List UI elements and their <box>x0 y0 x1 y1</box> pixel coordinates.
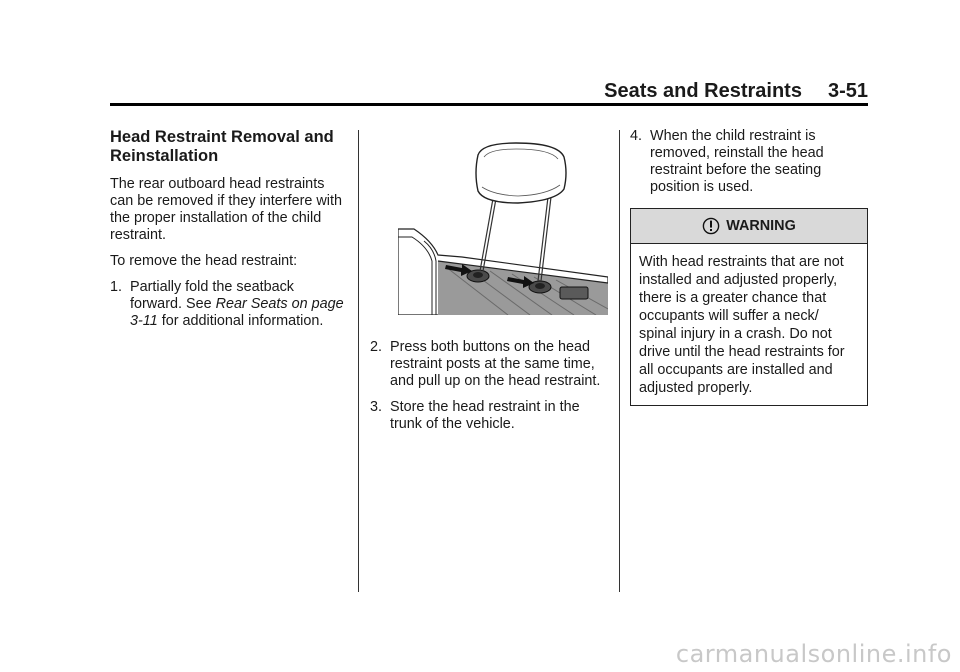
head-restraint-removal-illustration <box>398 137 608 315</box>
warning-title: WARNING <box>726 217 796 234</box>
watermark-text: carmanualsonline.info <box>675 640 952 668</box>
step-1 <box>110 279 348 330</box>
page-header <box>110 80 868 104</box>
step-2-text: Press both buttons on the head restraint posts at the same time, and pull up on the head restraint. <box>390 339 601 389</box>
rear-seats-reference-link[interactable]: Rear Seats on page 3-11 <box>130 296 344 329</box>
step-3-number: 3. <box>370 399 383 415</box>
step-2 <box>370 339 610 390</box>
step-1-number: 1. <box>110 279 123 295</box>
step-4 <box>630 128 870 196</box>
step-3 <box>370 399 610 433</box>
step-1-text-end: for additional information. <box>157 313 324 329</box>
heading-line-1: Head Restraint Removal and <box>110 128 334 146</box>
step-3-text: Store the head restraint in the trunk of the vehicle. <box>390 399 580 432</box>
warning-text: With head restraints that are not installed and adjusted properly, there is a greater chance that occupants will suffer a neck/ spinal injury in a crash. Do not drive until the head restraints for all occupants are installed and adjusted properly. <box>639 254 845 396</box>
intro-paragraph: The rear outboard head restraints can be removed if they interfere with the proper installation of the child restraint. <box>110 176 342 243</box>
column-divider-left <box>358 130 359 592</box>
warning-box <box>630 208 868 406</box>
page-number: 3-51 <box>827 80 868 102</box>
warning-icon <box>702 217 720 235</box>
column-divider-right <box>619 130 620 592</box>
header-rule <box>110 103 868 106</box>
step-4-number: 4. <box>630 128 643 144</box>
step-4-text: When the child restraint is removed, reinstall the head restraint before the seating position is used. <box>650 128 824 195</box>
section-title-header: Seats and Restraints <box>604 80 802 102</box>
column-1 <box>110 128 348 339</box>
section-heading <box>110 128 348 166</box>
column-2 <box>370 128 610 442</box>
warning-header <box>631 209 867 244</box>
step-2-number: 2. <box>370 339 383 355</box>
step-1-text: Partially fold the seatback forward. See <box>130 279 294 312</box>
column-3 <box>630 128 870 406</box>
instruction-lead: To remove the head restraint: <box>110 253 298 269</box>
heading-line-2: Reinstallation <box>110 147 219 165</box>
